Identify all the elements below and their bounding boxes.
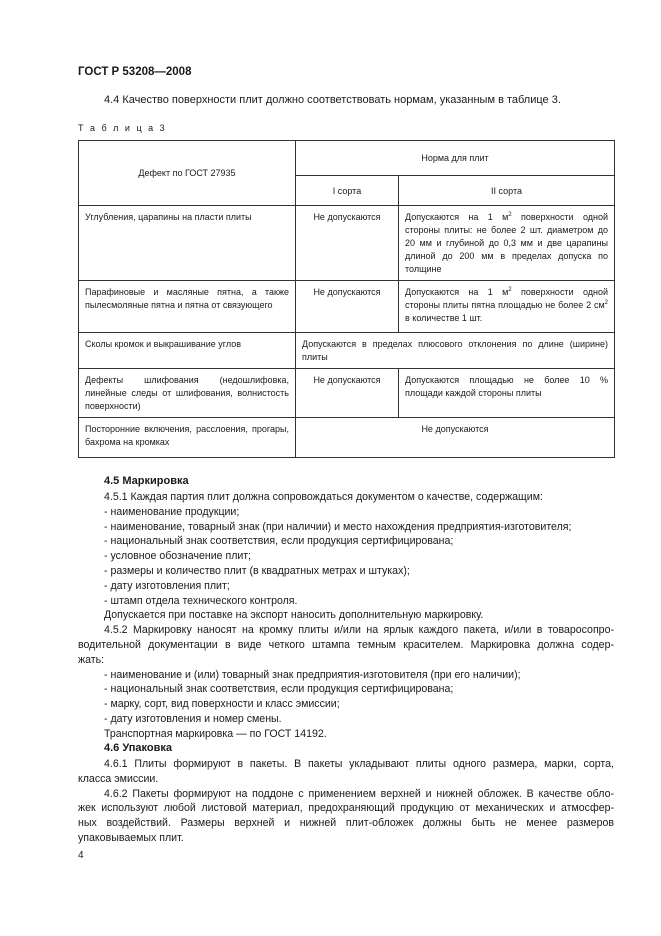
- page-number: 4: [78, 850, 84, 861]
- clause-4-4: 4.4 Качество поверхности плит должно соответствовать нормам, указанным в таблице 3.: [104, 94, 561, 106]
- table-row: [79, 369, 615, 418]
- list-item: - условное обозначение плит;: [104, 550, 252, 563]
- list-item: - наименование и (или) товарный знак предприятия-изготовителя (при его наличии);: [104, 668, 521, 681]
- grade1-cell: Не допускаются: [296, 369, 399, 418]
- header-norm: Норма для плит: [296, 141, 615, 176]
- clause-4-5-2-line: 4.5.2 Маркировку наносят на кромку плиты и/или на ярлык каждого пакета, и/или в товаросопро-: [104, 624, 614, 637]
- section-heading-packaging: 4.6 Упаковка: [104, 742, 172, 754]
- clause-4-5-2-line: жать:: [78, 653, 105, 666]
- list-item: - национальный знак соответствия, если продукция сертифицирована;: [104, 535, 454, 548]
- section-heading-marking: 4.5 Маркировка: [104, 475, 189, 487]
- document-header: ГОСТ Р 53208—2008: [78, 66, 192, 78]
- defect-cell: Дефекты шлифования (недошлифовка, линейные следы от шлифования, волнистость поверхности): [79, 369, 296, 418]
- list-item: - дату изготовления плит;: [104, 579, 230, 592]
- clause-4-5-1: 4.5.1 Каждая партия плит должна сопровождаться документом о качестве, содержащим:: [104, 491, 543, 503]
- table-row: [79, 418, 615, 458]
- list-item: - наименование продукции;: [104, 505, 240, 518]
- table-3: [78, 140, 615, 458]
- grade1-cell: Не допускаются: [296, 206, 399, 281]
- clause-4-6-1-line: класса эмиссии.: [78, 772, 159, 785]
- grade2-cell: Допускаются на 1 $м^2$ поверхности одной стороны плиты: не более 2 шт. диаметром до 20 мм и глубиной до 0,3 мм и две царапины длиной до 200 мм в пределах допуска по толщине: [399, 206, 615, 281]
- list-item: - штамп отдела технического контроля.: [104, 594, 298, 607]
- marking-body: [78, 490, 614, 742]
- defect-cell: Парафиновые и масляные пятна, а также пылесмоляные пятна и пятна от связующего: [79, 281, 296, 333]
- packaging-body: [78, 757, 614, 846]
- header-defect: Дефект по ГОСТ 27935: [79, 141, 296, 206]
- export-note: Допускается при поставке на экспорт наносить дополнительную маркировку.: [104, 609, 484, 622]
- list-item: - наименование, товарный знак (при наличии) и место нахождения предприятия-изготовителя;: [104, 520, 572, 533]
- list-item: - национальный знак соответствия, если продукция сертифицирована;: [104, 683, 454, 696]
- clause-4-6-2-line: жек используют любой листовой материал, предохраняющий продукцию от механических и атмосфер-: [78, 802, 614, 815]
- grade2-cell: Допускаются площадью не более 10 % площади каждой стороны плиты: [399, 369, 615, 418]
- table-caption: Т а б л и ц а 3: [78, 123, 167, 133]
- clause-4-6-2-line: ных воздействий. Размеры верхней и нижней плит-обложек должны быть не менее размеров: [78, 817, 614, 830]
- header-grade-1: I сорта: [296, 176, 399, 206]
- defect-cell: Сколы кромок и выкрашивание углов: [79, 333, 296, 369]
- grade1-cell: Не допускаются: [296, 281, 399, 333]
- table-row: [79, 333, 615, 369]
- list-item: - размеры и количество плит (в квадратных метрах и штуках);: [104, 564, 410, 577]
- table-row: [79, 281, 615, 333]
- defect-cell: Посторонние включения, расслоения, прогары, бахрома на кромках: [79, 418, 296, 458]
- header-grade-2: II сорта: [399, 176, 615, 206]
- table-row: [79, 206, 615, 281]
- span-cell: Допускаются в пределах плюсового отклонения по длине (ширине) плиты: [296, 333, 615, 369]
- clause-4-6-2-line: 4.6.2 Пакеты формируют на поддоне с применением верхней и нижней обложек. В качестве обло-: [104, 787, 614, 800]
- clause-4-6-1-line: 4.6.1 Плиты формируют в пакеты. В пакеты укладывают плиты одного размера, марки, сорта,: [104, 758, 614, 770]
- list-item: - дату изготовления и номер смены.: [104, 712, 282, 725]
- transport-marking: Транспортная маркировка — по ГОСТ 14192.: [104, 727, 327, 740]
- span-cell: Не допускаются: [296, 418, 615, 458]
- clause-4-6-2-line: упаковываемых плит.: [78, 831, 184, 844]
- grade2-cell: Допускаются на 1 $м^2$ поверхности одной стороны плиты пятна площадью не более 2 $см^2$ в количестве 1 шт.: [399, 281, 615, 333]
- clause-4-5-2-line: водительной документации в виде четкого штампа темным красителем. Маркировка должна содер-: [78, 638, 614, 651]
- list-item: - марку, сорт, вид поверхности и класс эмиссии;: [104, 698, 340, 711]
- defect-cell: Углубления, царапины на пласти плиты: [79, 206, 296, 281]
